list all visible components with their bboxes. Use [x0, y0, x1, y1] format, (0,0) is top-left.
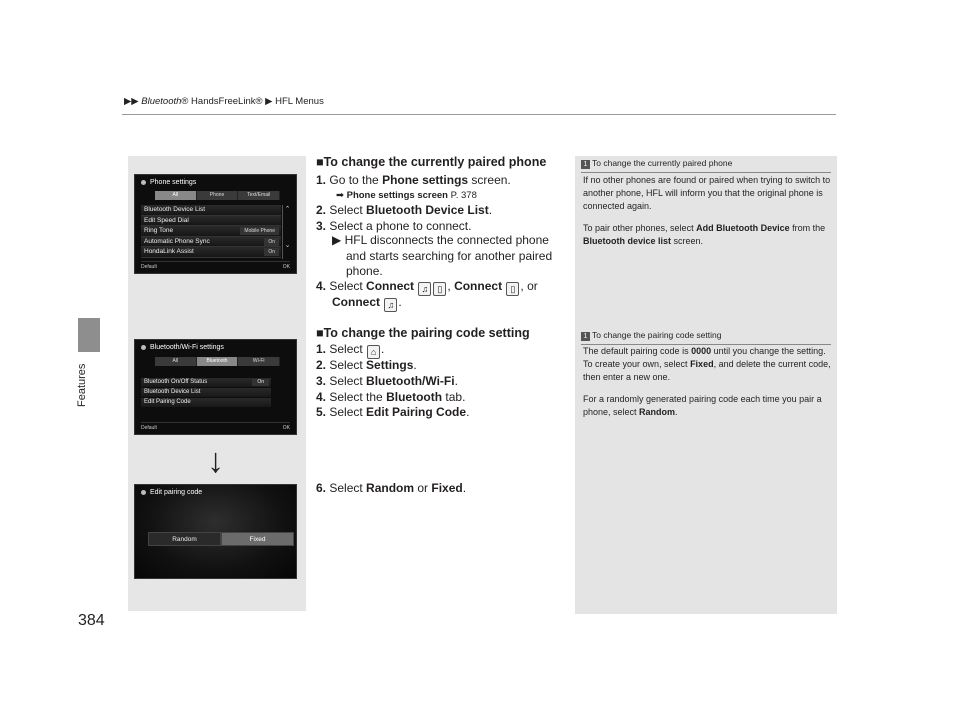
note-marker-icon: 1	[581, 332, 590, 341]
page-number: 384	[78, 612, 105, 629]
step-5: 5. Select Edit Pairing Code.	[316, 405, 470, 419]
screen-tabs	[155, 191, 280, 200]
screen-title: Bluetooth/Wi-Fi settings	[141, 344, 224, 351]
list-item[interactable]: Bluetooth Device List	[141, 205, 281, 216]
random-button[interactable]: Random	[148, 532, 221, 546]
scroll-up-icon[interactable]: ⌃	[284, 206, 291, 213]
list-value: On	[264, 238, 279, 246]
breadcrumb-part-1: Bluetooth	[141, 96, 182, 107]
scroll-down-icon[interactable]: ⌄	[284, 242, 291, 249]
tab-text-email[interactable]: Text/Email	[238, 191, 280, 200]
chapter-tab	[78, 318, 100, 352]
music-note-icon: ♫	[384, 298, 397, 312]
breadcrumb-arrows: ▶▶	[124, 96, 139, 107]
step-6: 6. Select Random or Fixed.	[316, 481, 467, 495]
screenshots-panel	[128, 156, 306, 611]
menu-dot-icon	[141, 490, 146, 495]
list-item[interactable]: Bluetooth On/Off Status On	[141, 378, 271, 387]
step-3-result-line-3: phone.	[346, 264, 383, 278]
menu-dot-icon	[141, 180, 146, 185]
section-heading: ■To change the currently paired phone	[316, 155, 547, 169]
screen-title: Edit pairing code	[141, 489, 202, 496]
note-paragraph: To pair other phones, select Add Bluetooth Device from the Bluetooth device list screen.	[583, 223, 826, 246]
list-item[interactable]: Edit Pairing Code	[141, 398, 271, 407]
screen-tabs	[155, 357, 280, 366]
header-rule	[122, 114, 836, 115]
ok-button[interactable]: OK	[282, 425, 290, 431]
list-item[interactable]: Automatic Phone Sync On	[141, 237, 281, 248]
result-arrow-icon: ▶	[332, 233, 342, 247]
phone-icon: ▯	[506, 282, 519, 296]
section-heading: ■To change the pairing code setting	[316, 326, 530, 340]
step-4: 4. Select Connect ♫ ▯ , Connect ▯ , or	[316, 279, 538, 294]
breadcrumb-part-1-suffix: ® HandsFreeLink®	[181, 96, 263, 107]
list-value: On	[264, 248, 279, 256]
tab-all[interactable]: All	[155, 191, 197, 200]
default-button[interactable]: Default	[141, 264, 157, 270]
cross-reference[interactable]: ➡ Phone settings screen P. 378	[336, 190, 477, 201]
breadcrumb-arrow: ▶	[265, 96, 273, 107]
note-heading: 1 To change the pairing code setting	[581, 330, 831, 345]
list-item[interactable]: Bluetooth Device List	[141, 388, 271, 397]
down-arrow-icon: ↓	[207, 442, 224, 480]
step-2: 2. Select Settings.	[316, 358, 417, 372]
ok-button[interactable]: OK	[282, 264, 290, 270]
step-3-result: ▶ HFL disconnects the connected phone	[332, 233, 549, 247]
menu-dot-icon	[141, 345, 146, 350]
tab-all[interactable]: All	[155, 357, 197, 366]
phone-icon: ▯	[433, 282, 446, 296]
list-item[interactable]: Ring Tone Mobile Phone	[141, 226, 281, 237]
step-1: 1. Go to the Phone settings screen.	[316, 173, 511, 187]
note-paragraph: The default pairing code is 0000 until you change the setting.	[583, 346, 826, 356]
note-paragraph: If no other phones are found or paired when trying to switch to another phone, HFL will inform you that the original phone is connected again.	[583, 175, 831, 211]
list-item[interactable]: HondaLink Assist On	[141, 247, 281, 258]
reference-arrow-icon: ➡	[336, 190, 344, 201]
note-marker-icon: 1	[581, 160, 590, 169]
step-3: 3. Select a phone to connect.	[316, 219, 472, 233]
screen-title: Phone settings	[141, 179, 196, 186]
step-1: 1. Select ⌂ .	[316, 342, 385, 357]
scrollbar[interactable]	[282, 205, 292, 259]
screen-bottom-bar	[141, 261, 290, 271]
step-2: 2. Select Bluetooth Device List.	[316, 203, 493, 217]
status-value: On	[252, 379, 269, 386]
tab-wifi[interactable]: Wi-Fi	[238, 357, 280, 366]
breadcrumb	[124, 96, 324, 107]
tab-phone[interactable]: Phone	[197, 191, 239, 200]
default-button[interactable]: Default	[141, 425, 157, 431]
note-paragraph: To create your own, select Fixed, and delete the current code, then enter a new one.	[583, 359, 831, 382]
step-3: 3. Select Bluetooth/Wi-Fi.	[316, 374, 458, 388]
step-3-result-line-2: and starts searching for another paired	[346, 249, 553, 263]
phone-settings-screen	[134, 174, 297, 274]
note-heading: 1 To change the currently paired phone	[581, 158, 831, 173]
screen-bottom-bar	[141, 422, 290, 432]
fixed-button[interactable]: Fixed	[221, 532, 294, 546]
settings-list	[141, 205, 281, 258]
pairing-options	[148, 532, 294, 546]
breadcrumb-part-2: HFL Menus	[275, 96, 324, 107]
list-item[interactable]: Edit Speed Dial	[141, 216, 281, 227]
step-4-continued: Connect ♫ .	[332, 295, 402, 310]
home-icon: ⌂	[367, 345, 380, 359]
step-4: 4. Select the Bluetooth tab.	[316, 390, 466, 404]
note-paragraph: For a randomly generated pairing code each time you pair a phone, select Random.	[583, 394, 822, 417]
music-note-icon: ♫	[418, 282, 431, 296]
tab-bluetooth[interactable]: Bluetooth	[197, 357, 239, 366]
note-body	[583, 345, 833, 428]
chapter-label: Features	[76, 363, 88, 407]
bluetooth-wifi-settings-screen	[134, 339, 297, 435]
notes-panel	[575, 156, 837, 614]
note-body	[583, 174, 833, 257]
list-value: Mobile Phone	[240, 227, 279, 235]
edit-pairing-code-screen	[134, 484, 297, 579]
